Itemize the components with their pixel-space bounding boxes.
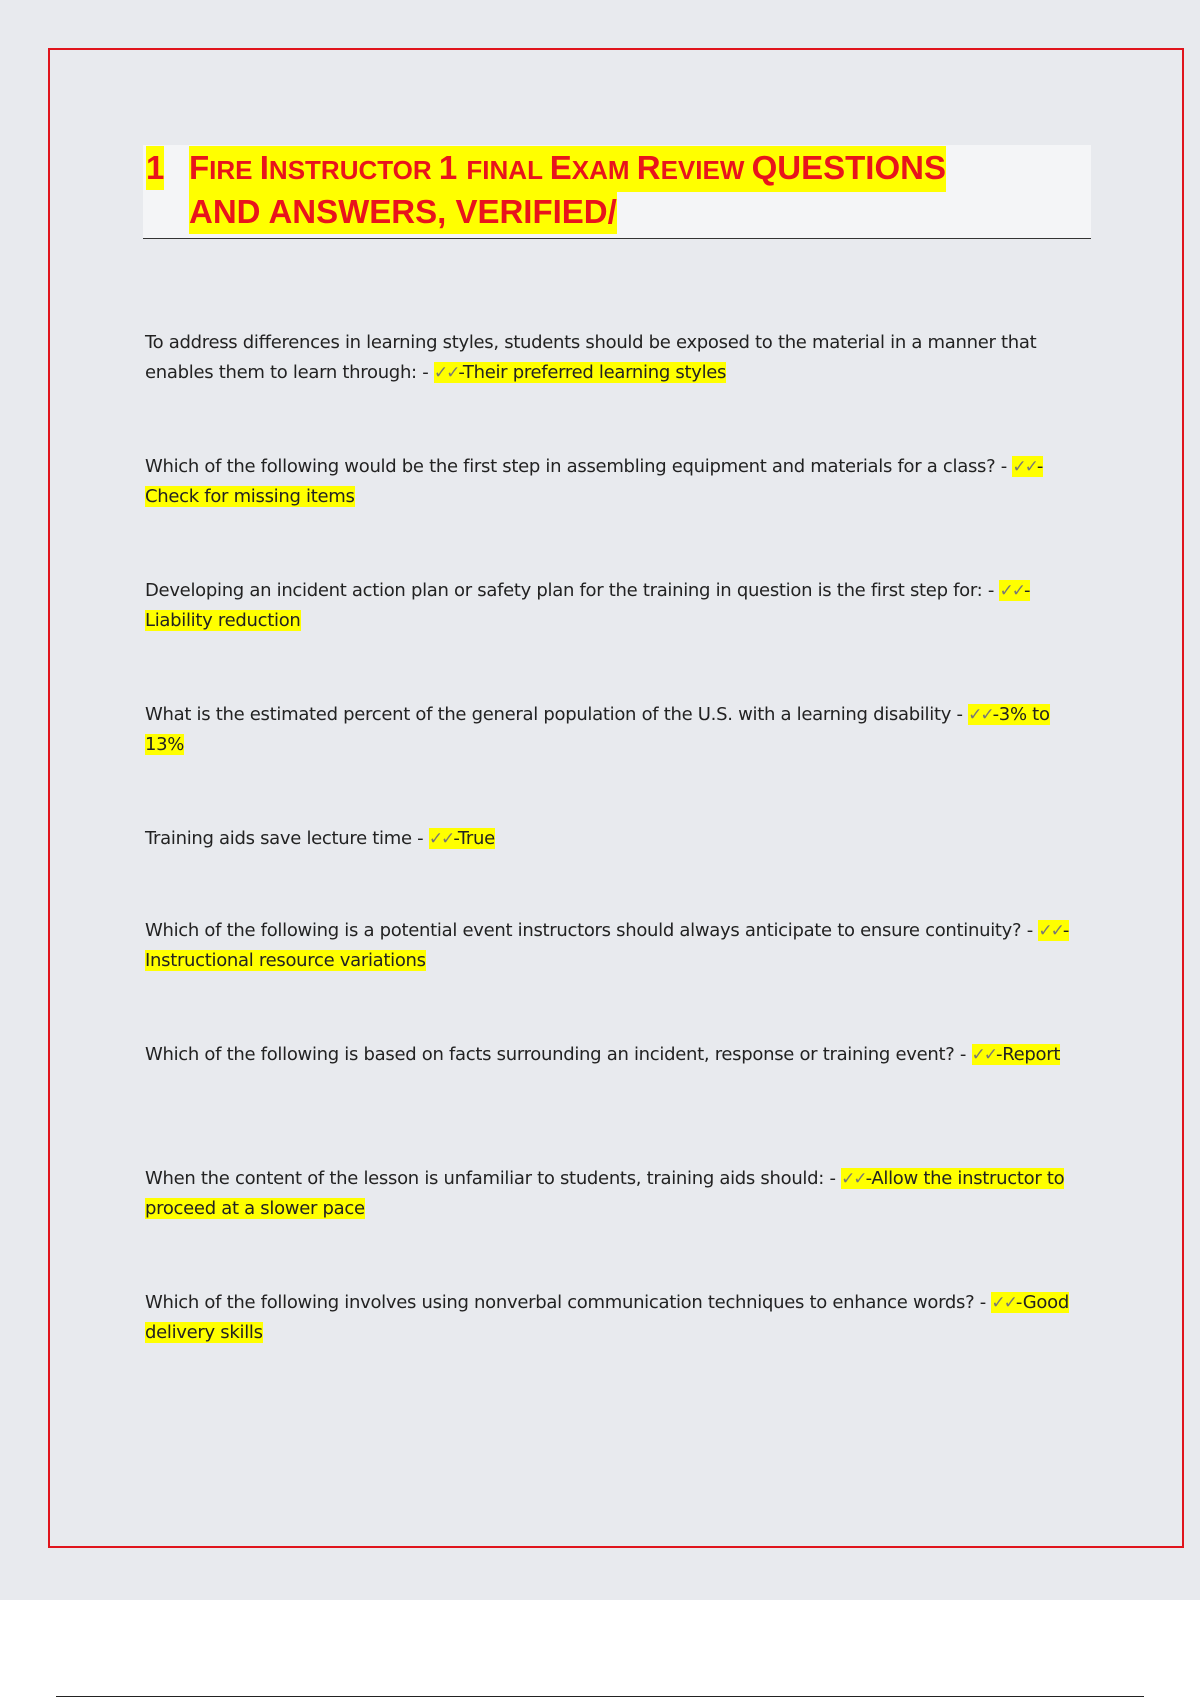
footer-rule xyxy=(56,1696,1144,1697)
title-segment: NSTRUCTOR xyxy=(268,155,439,185)
qa-item xyxy=(145,824,1085,854)
qa-item xyxy=(145,576,1085,636)
answer-highlight xyxy=(429,828,495,849)
question-text: Training aids save lecture time - xyxy=(145,828,429,849)
answer-text: -Good delivery skills xyxy=(145,1292,1069,1343)
double-check-icon: ✓✓ xyxy=(841,1169,866,1189)
qa-item xyxy=(145,328,1085,388)
qa-item xyxy=(145,916,1085,976)
answer-text: -3% to 13% xyxy=(145,704,1050,755)
qa-item xyxy=(145,1040,1085,1070)
answer-text: -True xyxy=(453,828,495,849)
title-segment: I xyxy=(259,149,269,186)
title-segment: E xyxy=(549,149,572,186)
question-text: Which of the following would be the first step in assembling equipment and materials for a class? - xyxy=(145,456,1013,477)
answer-text: -Liability reduction xyxy=(145,580,1031,631)
answer-text: -Their preferred learning styles xyxy=(458,362,727,383)
answer-highlight xyxy=(434,362,726,383)
title-segment: 1 xyxy=(438,149,467,186)
question-text: Which of the following is a potential event instructors should always anticipate to ensure continuity? - xyxy=(145,920,1039,941)
title-segment: EVIEW xyxy=(660,155,752,185)
double-check-icon: ✓✓ xyxy=(428,829,454,849)
title-segment: XAM xyxy=(571,155,637,185)
answer-text: -Check for missing items xyxy=(145,456,1044,507)
title-segment: F xyxy=(189,149,210,186)
qa-item xyxy=(145,700,1085,760)
question-text: When the content of the lesson is unfamiliar to students, training aids should: - xyxy=(145,1168,842,1189)
double-check-icon: ✓✓ xyxy=(999,581,1024,601)
document-title-line-1 xyxy=(189,146,946,192)
question-text: Developing an incident action plan or safety plan for the training in question is the first step for: - xyxy=(145,580,1000,601)
title-segment: IRE xyxy=(209,155,260,185)
double-check-icon: ✓✓ xyxy=(968,705,993,725)
question-text: Which of the following involves using nonverbal communication techniques to enhance words? - xyxy=(145,1292,992,1313)
qa-item xyxy=(145,1164,1085,1224)
answer-text: -Allow the instructor to proceed at a slower pace xyxy=(145,1168,1065,1219)
title-segment: FINAL xyxy=(466,155,550,185)
answer-highlight xyxy=(972,1044,1061,1065)
qa-item xyxy=(145,1288,1085,1348)
question-text: What is the estimated percent of the general population of the U.S. with a learning disability - xyxy=(145,704,969,725)
double-check-icon: ✓✓ xyxy=(1012,457,1037,477)
qa-item xyxy=(145,452,1085,512)
heading-number: 1 xyxy=(146,146,164,190)
question-text: Which of the following is based on facts surrounding an incident, response or training event? - xyxy=(145,1044,972,1065)
title-segment: QUESTIONS xyxy=(751,149,946,186)
answer-text: -Instructional resource variations xyxy=(145,920,1070,971)
question-text: To address differences in learning styles, students should be exposed to the material in a manner that enables them to learn through: - xyxy=(145,332,1037,383)
document-title-line-2: AND ANSWERS, VERIFIED/ xyxy=(189,190,617,234)
double-check-icon: ✓✓ xyxy=(433,363,459,383)
double-check-icon: ✓✓ xyxy=(1038,921,1063,941)
double-check-icon: ✓✓ xyxy=(971,1045,997,1065)
answer-text: -Report xyxy=(996,1044,1061,1065)
title-segment: R xyxy=(636,149,661,186)
double-check-icon: ✓✓ xyxy=(991,1293,1016,1313)
